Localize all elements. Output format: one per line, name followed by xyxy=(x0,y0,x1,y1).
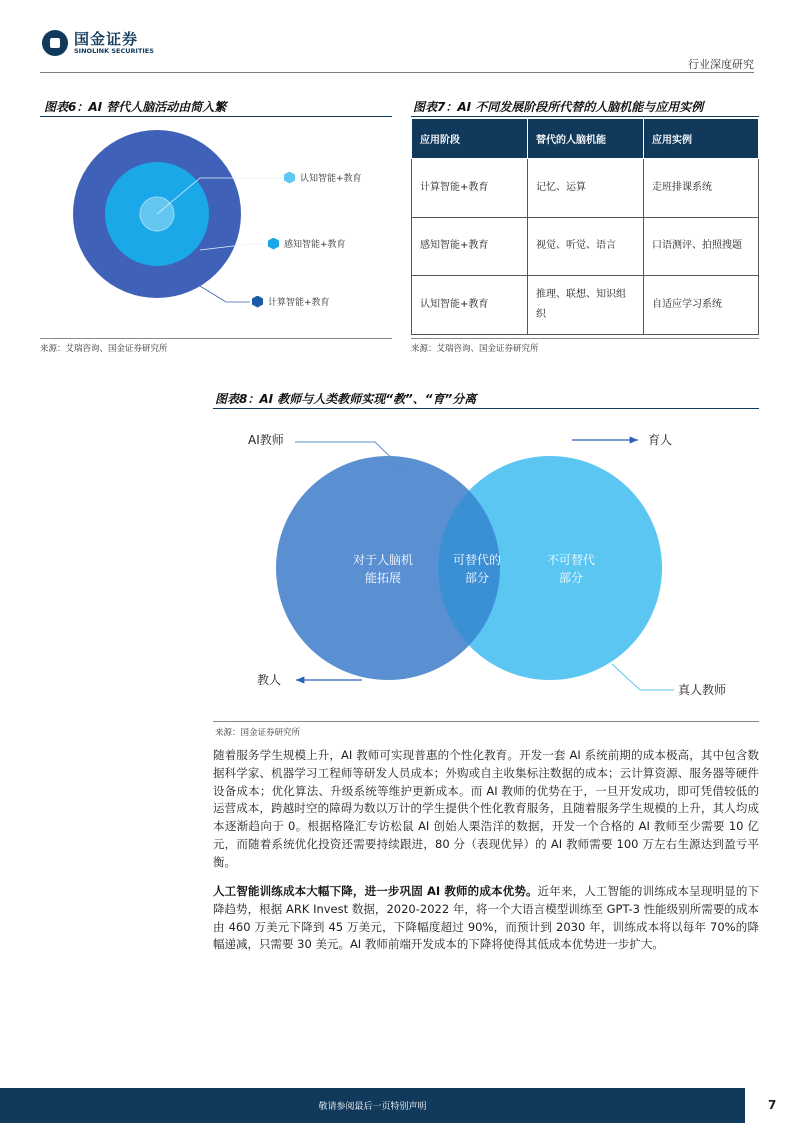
fig8-venn-diagram xyxy=(200,420,760,720)
fig8-title: 图表8：AI 教师与人类教师实现“教”、“育”分离 xyxy=(215,392,477,406)
label-ai-teacher: AI教师 xyxy=(248,433,284,447)
table-cell: 记忆、运算 xyxy=(528,159,644,218)
fig6-source: 来源：艾瑞咨询、国金证券研究所 xyxy=(40,344,168,354)
venn-text-right: 不可替代部分 xyxy=(546,553,595,585)
table-header-cell: 应用实例 xyxy=(644,119,759,159)
footer-disclaimer-notice: 敬请参阅最后一页特别声明 xyxy=(318,1102,427,1112)
label-yuren: 育人 xyxy=(648,433,673,447)
page-number: 7 xyxy=(768,1098,777,1112)
company-logo xyxy=(42,30,154,56)
fig7-source: 来源：艾瑞咨询、国金证券研究所 xyxy=(411,344,539,354)
label-jiaoren: 教人 xyxy=(257,673,282,687)
body-paragraph-2 xyxy=(213,883,759,954)
paragraph-2-text: 近年来，人工智能的训练成本呈现明显的下降趋势，根据 ARK Invest 数据，2020-2022 年，将一个大语言模型训练至 GPT-3 性能级别所需要的成本由 460 万美元下降到 45 万美元，下降幅度超过 90%，而预计到 2030 年，训练成本将以每年 70%的降幅递减，只需要 30 美元。AI 教师前端开发成本的下降将使得其低成本优势进一步扩大。 xyxy=(213,884,759,952)
fig6-title: 图表6：AI 替代人脑活动由简入繁 xyxy=(44,100,227,114)
table-cell: 推理、联想、知识组织 xyxy=(528,276,644,335)
table-header-row xyxy=(412,119,759,159)
fig7-title: 图表7：AI 不同发展阶段所代替的人脑机能与应用实例 xyxy=(413,100,704,114)
fig8-source-rule xyxy=(213,721,759,722)
logo-name-en: SINOLINK SECURITIES xyxy=(74,47,154,55)
fig6-label-cognitive: 认知智能+教育 xyxy=(284,171,362,184)
leader-human xyxy=(612,664,674,690)
fig6-label-computational: 计算智能+教育 xyxy=(252,295,330,308)
table-cell: 计算智能+教育 xyxy=(412,159,528,218)
logo-emblem xyxy=(42,30,68,56)
header-divider xyxy=(40,72,754,73)
paragraph-2-lead: 人工智能训练成本大幅下降，进一步巩固 AI 教师的成本优势。 xyxy=(213,884,538,898)
table-cell: 走班排课系统 xyxy=(644,159,759,218)
report-type: 行业深度研究 xyxy=(688,58,754,71)
hex-bullet-icon xyxy=(252,296,263,308)
body-paragraph-1: 随着服务学生规模上升，AI 教师可实现普惠的个性化教育。开发一套 AI 系统前期的成本极高，其中包含数据科学家、机器学习工程师等研发人员成本；外购或自主收集标注数据的成本；云计算资源、服务器等硬件设备成本；优化算法、升级系统等维护更新成本。而 AI 教师的优势在于，一旦开发成功，即可凭借较低的运营成本，跨越时空的障碍为数以万计的学生提供个性化教育服务，且随着服务学生规模的上升，其人均成本逐渐趋向于 0。根据格隆汇专访松鼠 AI 创始人栗浩洋的数据，开发一个合格的 AI 教师至少需要 10 亿元，而随着系统优化投资还需要持续跟进，80 分（表现优异）的 AI 教师需要 100 万左右生源达到盈亏平衡。 xyxy=(213,748,759,869)
fig7-source-rule xyxy=(411,338,759,339)
fig7-title-rule xyxy=(411,116,759,117)
table-row xyxy=(412,276,759,335)
table-cell: 视觉、听觉、语言 xyxy=(528,217,644,276)
hex-bullet-icon xyxy=(284,172,295,184)
fig7-table xyxy=(411,118,759,335)
table-cell: 认知智能+教育 xyxy=(412,276,528,335)
fig8-source: 来源：国金证券研究所 xyxy=(215,728,301,738)
fig6-source-rule xyxy=(40,338,392,339)
table-cell: 自适应学习系统 xyxy=(644,276,759,335)
table-row xyxy=(412,159,759,218)
fig6-concentric-diagram xyxy=(40,122,380,332)
fig8-title-rule xyxy=(213,408,759,409)
hex-bullet-icon xyxy=(268,238,279,250)
table-row xyxy=(412,217,759,276)
table-header-cell: 应用阶段 xyxy=(412,119,528,159)
label-human-teacher: 真人教师 xyxy=(678,683,727,697)
table-cell: 口语测评、拍照搜题 xyxy=(644,217,759,276)
fig6-title-rule xyxy=(40,116,392,117)
logo-name-cn: 国金证券 xyxy=(74,30,139,48)
fig6-label-perceptual: 感知智能+教育 xyxy=(268,237,346,250)
table-cell: 感知智能+教育 xyxy=(412,217,528,276)
venn-text-left: 对于人脑机能拓展 xyxy=(352,553,413,585)
leader-line-3 xyxy=(200,286,250,302)
venn-text-middle: 可替代的部分 xyxy=(452,553,501,585)
table-header-cell: 替代的人脑机能 xyxy=(528,119,644,159)
